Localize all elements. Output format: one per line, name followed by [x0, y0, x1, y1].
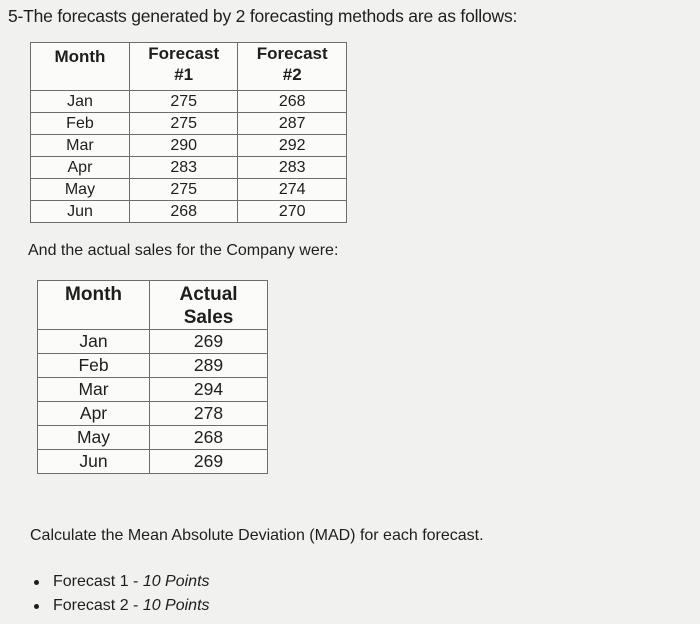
cell-actual-sales: 269 [150, 330, 268, 354]
actual-sales-heading: And the actual sales for the Company were: [28, 242, 339, 259]
cell-forecast-2: 274 [238, 179, 347, 201]
header-month: Month [31, 43, 130, 91]
cell-month: Jun [31, 201, 130, 223]
table-row [31, 157, 347, 179]
cell-month: Jun [38, 450, 150, 474]
question-heading: 5-The forecasts generated by 2 forecasting methods are as follows: [8, 6, 518, 26]
cell-actual-sales: 278 [150, 402, 268, 426]
cell-month: Mar [38, 378, 150, 402]
header-actual-sales: Actual Sales [150, 281, 268, 330]
cell-forecast-2: 292 [238, 135, 347, 157]
cell-month: Apr [38, 402, 150, 426]
cell-forecast-1: 275 [129, 113, 238, 135]
cell-month: Feb [31, 113, 130, 135]
header-forecast-2: Forecast #2 [238, 43, 347, 91]
header-forecast-1: Forecast #1 [129, 43, 238, 91]
actual-sales-table [37, 280, 268, 474]
forecast-table-header [31, 43, 347, 91]
cell-forecast-1: 290 [129, 135, 238, 157]
header-month: Month [38, 281, 150, 330]
cell-month: Jan [31, 91, 130, 113]
cell-month: Feb [38, 354, 150, 378]
table-row [31, 201, 347, 223]
cell-actual-sales: 268 [150, 426, 268, 450]
cell-actual-sales: 289 [150, 354, 268, 378]
sales-table-header [38, 281, 268, 330]
table-row [31, 179, 347, 201]
bullet-icon [34, 580, 39, 585]
cell-actual-sales: 269 [150, 450, 268, 474]
bullet-label: Forecast 1 - [53, 573, 139, 590]
list-item [22, 594, 210, 618]
bullet-points: 10 Points [142, 573, 210, 590]
cell-forecast-2: 287 [238, 113, 347, 135]
list-item [22, 570, 210, 594]
table-row [38, 354, 268, 378]
cell-month: Mar [31, 135, 130, 157]
table-row [31, 91, 347, 113]
points-list [22, 570, 210, 618]
table-row [31, 135, 347, 157]
cell-forecast-2: 270 [238, 201, 347, 223]
table-row [38, 402, 268, 426]
cell-forecast-2: 283 [238, 157, 347, 179]
cell-month: May [38, 426, 150, 450]
cell-month: Jan [38, 330, 150, 354]
cell-month: Apr [31, 157, 130, 179]
table-row [38, 330, 268, 354]
table-row [38, 450, 268, 474]
mad-question: Calculate the Mean Absolute Deviation (MAD) for each forecast. [30, 527, 484, 544]
table-row [38, 426, 268, 450]
forecast-table [30, 42, 347, 223]
table-row [38, 378, 268, 402]
cell-forecast-1: 275 [129, 179, 238, 201]
table-row [31, 113, 347, 135]
cell-forecast-2: 268 [238, 91, 347, 113]
cell-actual-sales: 294 [150, 378, 268, 402]
bullet-icon [34, 604, 39, 609]
bullet-label: Forecast 2 - [53, 597, 139, 614]
cell-forecast-1: 275 [129, 91, 238, 113]
cell-month: May [31, 179, 130, 201]
bullet-points: 10 Points [142, 597, 210, 614]
cell-forecast-1: 268 [129, 201, 238, 223]
cell-forecast-1: 283 [129, 157, 238, 179]
